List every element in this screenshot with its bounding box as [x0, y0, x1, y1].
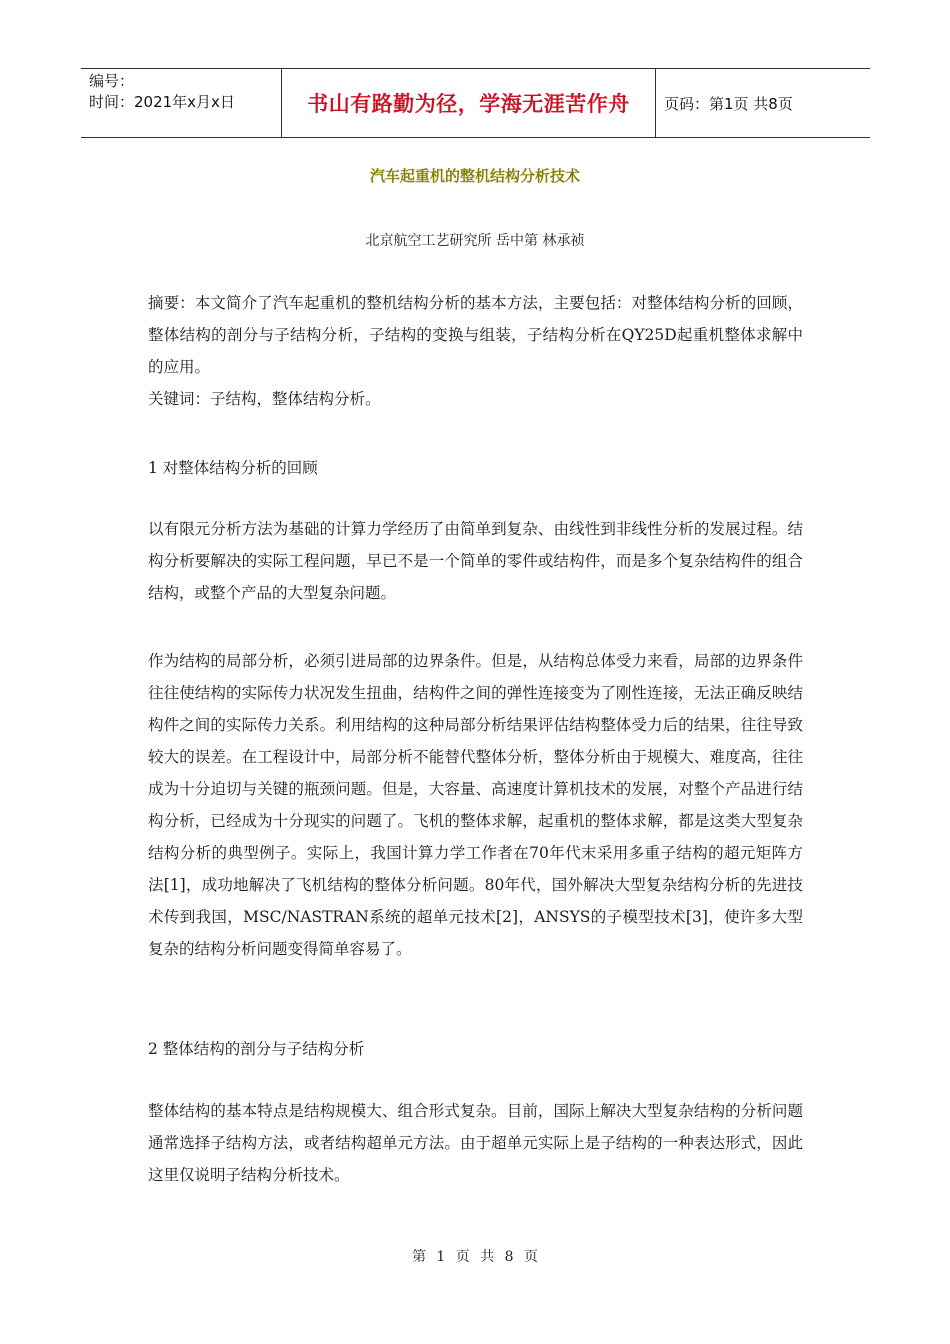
section2-heading: 2 整体结构的剖分与子结构分析 — [148, 1040, 365, 1058]
header-table — [81, 68, 870, 138]
header-page-info: 页码：第1页 共8页 — [664, 94, 793, 113]
document-title: 汽车起重机的整机结构分析技术 — [369, 167, 580, 185]
authors: 北京航空工艺研究所 岳中第 林承祯 — [365, 233, 585, 249]
keywords: 关键词：子结构，整体结构分析。 — [148, 390, 381, 408]
serial-label: 编号： — [89, 72, 135, 90]
section1-para2 — [148, 645, 803, 965]
section2-para1 — [148, 1095, 803, 1191]
paragraph: 整体结构的基本特点是结构规模大、组合形式复杂。目前，国际上解决大型复杂结构的分析问题通常选择子结构方法，或者结构超单元方法。由于超单元实际上是子结构的一种表达形式，因此这里仅说明子结构分析技术。 — [148, 1102, 803, 1184]
page-footer: 第 1 页 共 8 页 — [411, 1249, 539, 1265]
abstract-block — [148, 287, 803, 415]
section1-para1 — [148, 513, 803, 609]
header-meta — [81, 69, 282, 137]
section1-heading: 1 对整体结构分析的回顾 — [148, 459, 318, 477]
abstract: 摘要：本文简介了汽车起重机的整机结构分析的基本方法，主要包括：对整体结构分析的回顾，整体结构的剖分与子结构分析，子结构的变换与组装，子结构分析在QY25D起重机整体求解中的应用。 — [148, 294, 803, 376]
header-motto: 书山有路勤为径，学海无涯苦作舟 — [282, 69, 656, 137]
paragraph: 作为结构的局部分析，必须引进局部的边界条件。但是，从结构总体受力来看，局部的边界条件往往使结构的实际传力状况发生扭曲，结构件之间的弹性连接变为了刚性连接，无法正确反映结构件之间的实际传力关系。利用结构的这种局部分析结果评估结构整体受力后的结果，往往导致较大的误差。在工程设计中，局部分析不能替代整体分析，整体分析由于规模大、难度高，往往成为十分迫切与关键的瓶颈问题。但是，大容量、高速度计算机技术的发展，对整个产品进行结构分析，已经成为十分现实的问题了。飞机的整体求解，起重机的整体求解，都是这类大型复杂结构分析的典型例子。实际上，我国计算力学工作者在70年代末采用多重子结构的超元矩阵方法[1]，成功地解决了飞机结构的整体分析问题。80年代，国外解决大型复杂结构分析的先进技术传到我国，MSC/NASTRAN系统的超单元技术[2]，ANSYS的子模型技术[3]，使许多大型复杂的结构分析问题变得简单容易了。 — [148, 652, 803, 958]
date-label: 时间：2021年x月x日 — [89, 93, 235, 111]
paragraph: 以有限元分析方法为基础的计算力学经历了由简单到复杂、由线性到非线性分析的发展过程。结构分析要解决的实际工程问题，早已不是一个简单的零件或结构件，而是多个复杂结构件的组合结构，或整个产品的大型复杂问题。 — [148, 520, 803, 602]
